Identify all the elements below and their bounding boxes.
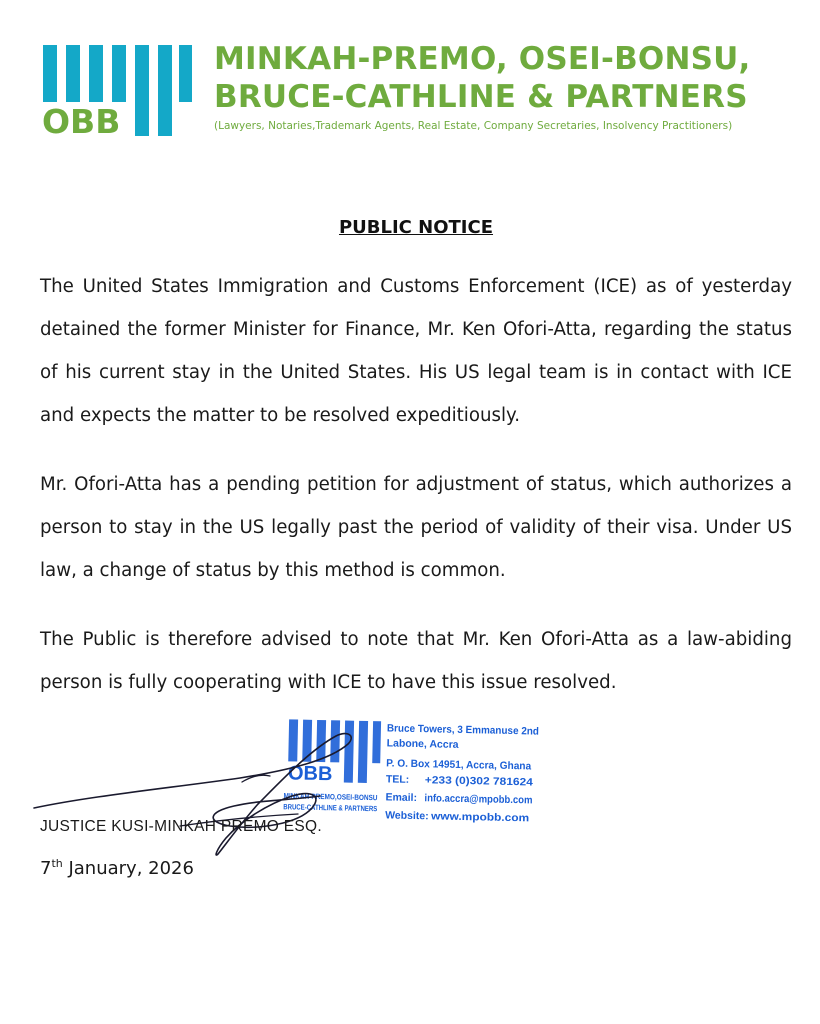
notice-paragraph: The Public is therefore advised to note that Mr. Ken Ofori-Atta as a law-abiding person is fully cooperating with ICE to have this issue resolved.	[40, 629, 792, 693]
firm-services: (Lawyers, Notaries,Trademark Agents, Real Estate, Company Secretaries, Insolvency Practitioners)	[214, 120, 733, 132]
logo-bar	[89, 45, 103, 102]
firm-logo	[40, 42, 192, 136]
stamp-firm-line-2: BRUCE-CATHLINE & PARTNERS	[283, 802, 402, 814]
date-rest: January, 2026	[62, 858, 194, 879]
date-day: 7	[40, 858, 52, 879]
stamp-tel-value: +233 (0)302 781624	[424, 774, 520, 789]
logo-bar	[135, 45, 149, 136]
stamp-email-value: info.accra@mpobb.com	[424, 792, 544, 807]
stamp-email-label: Email:	[385, 791, 418, 805]
notice-paragraph: Mr. Ofori-Atta has a pending petition for adjustment of status, which authorizes a person to stay in the US legally past the period of validity of their visa. Under US law, a change of status by this method is common.	[40, 474, 792, 581]
stamp-tel-label: TEL:	[385, 773, 410, 786]
stamp-address-line-3: P. O. Box 14951, Accra, Ghana	[386, 757, 537, 773]
stamp-address-line-2: Labone, Accra	[386, 737, 459, 751]
notice-title: PUBLIC NOTICE	[338, 217, 494, 238]
notice-paragraph: The United States Immigration and Customs Enforcement (ICE) as of yesterday detained the former Minister for Finance, Mr. Ken Ofori-Atta, regarding the status of his current stay in the United States. His US legal team is in contact with ICE and expects the matter to be resolved expeditiously.	[40, 276, 792, 426]
logo-text: OBB	[42, 102, 121, 136]
logo-bar	[66, 45, 80, 102]
firm-name-line-2: BRUCE-CATHLINE & PARTNERS	[214, 79, 748, 115]
firm-name-line-1: MINKAH-PREMO, OSEI-BONSU,	[214, 41, 751, 77]
notice-body	[40, 265, 792, 730]
stamp-website-label: Website:	[385, 809, 429, 823]
signatory-name: JUSTICE KUSI-MINKAH PREMO ESQ.	[40, 818, 323, 835]
stamp-logo-text: OBB	[287, 762, 333, 786]
logo-bar	[112, 45, 126, 102]
stamp-address-line-1: Bruce Towers, 3 Emmanuse 2nd	[386, 722, 548, 738]
handwritten-signature	[30, 730, 370, 860]
stamp-website-value: www.mpobb.com	[430, 810, 518, 825]
logo-bar	[158, 45, 172, 136]
firm-name	[214, 40, 814, 116]
stamp-firm-line-1: MINKAH-PREMO,OSEI-BONSU	[283, 791, 395, 803]
notice-date	[40, 857, 340, 879]
logo-bar	[43, 45, 57, 102]
date-suffix: th	[51, 857, 63, 870]
logo-bar	[179, 45, 192, 102]
